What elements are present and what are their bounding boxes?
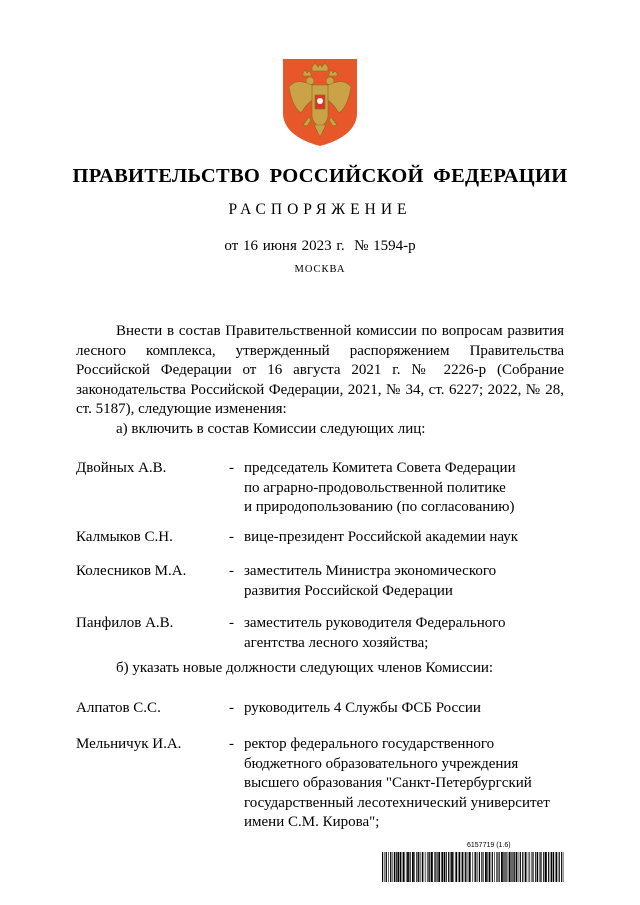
member-position: руководитель 4 Службы ФСБ России — [244, 700, 481, 716]
item-b: б) указать новые должности следующих членов Комиссии: — [116, 660, 494, 676]
member-name: Двойных А.В. — [76, 460, 167, 476]
member-dash: - — [229, 529, 234, 545]
member-name: Мельничук И.А. — [76, 736, 182, 752]
barcode-number: 6157719 (1.6) — [467, 842, 511, 849]
member-dash: - — [229, 563, 234, 579]
member-name: Алпатов С.С. — [76, 700, 161, 716]
member-position: председатель Комитета Совета Федерации по аграрно-продовольственной политике и природопользованию (по согласованию) — [244, 460, 516, 515]
member-dash: - — [229, 460, 234, 476]
member-dash: - — [229, 615, 234, 631]
member-dash: - — [229, 700, 234, 716]
member-name: Панфилов А.В. — [76, 615, 174, 631]
city: МОСКВА — [294, 264, 346, 275]
russian-coat-of-arms-icon — [279, 57, 361, 147]
member-dash: - — [229, 736, 234, 752]
member-position: заместитель руководителя Федерального агентства лесного хозяйства; — [244, 615, 506, 651]
item-a: а) включить в состав Комиссии следующих лиц: — [116, 421, 426, 437]
member-name: Колесников М.А. — [76, 563, 187, 579]
member-name: Калмыков С.Н. — [76, 529, 173, 545]
member-position: заместитель Министра экономического развития Российской Федерации — [244, 563, 497, 599]
barcode-icon — [382, 852, 564, 882]
member-position: вице-президент Российской академии наук — [244, 529, 519, 545]
date-and-number: от 16 июня 2023 г. № 1594-р — [224, 238, 416, 254]
intro-paragraph: Внести в состав Правительственной комиссии по вопросам развития лесного комплекса, утвержденный распоряжением Правительства Российской Федерации от 16 августа 2021 г. № 2226-р (Собрание законодательства Российской Федерации, 2021, № 34, ст. 6227; 2022, № 28, ст. 5187), следующие изменения: — [76, 323, 564, 417]
document-type: РАСПОРЯЖЕНИЕ — [228, 201, 412, 218]
member-position: ректор федерального государственного бюджетного образовательного учреждения высшего образования "Санкт-Петербургский государственный лесотехнический университет имени С.М. Кирова"; — [244, 736, 550, 830]
page-title: ПРАВИТЕЛЬСТВО РОССИЙСКОЙ ФЕДЕРАЦИИ — [72, 165, 568, 187]
